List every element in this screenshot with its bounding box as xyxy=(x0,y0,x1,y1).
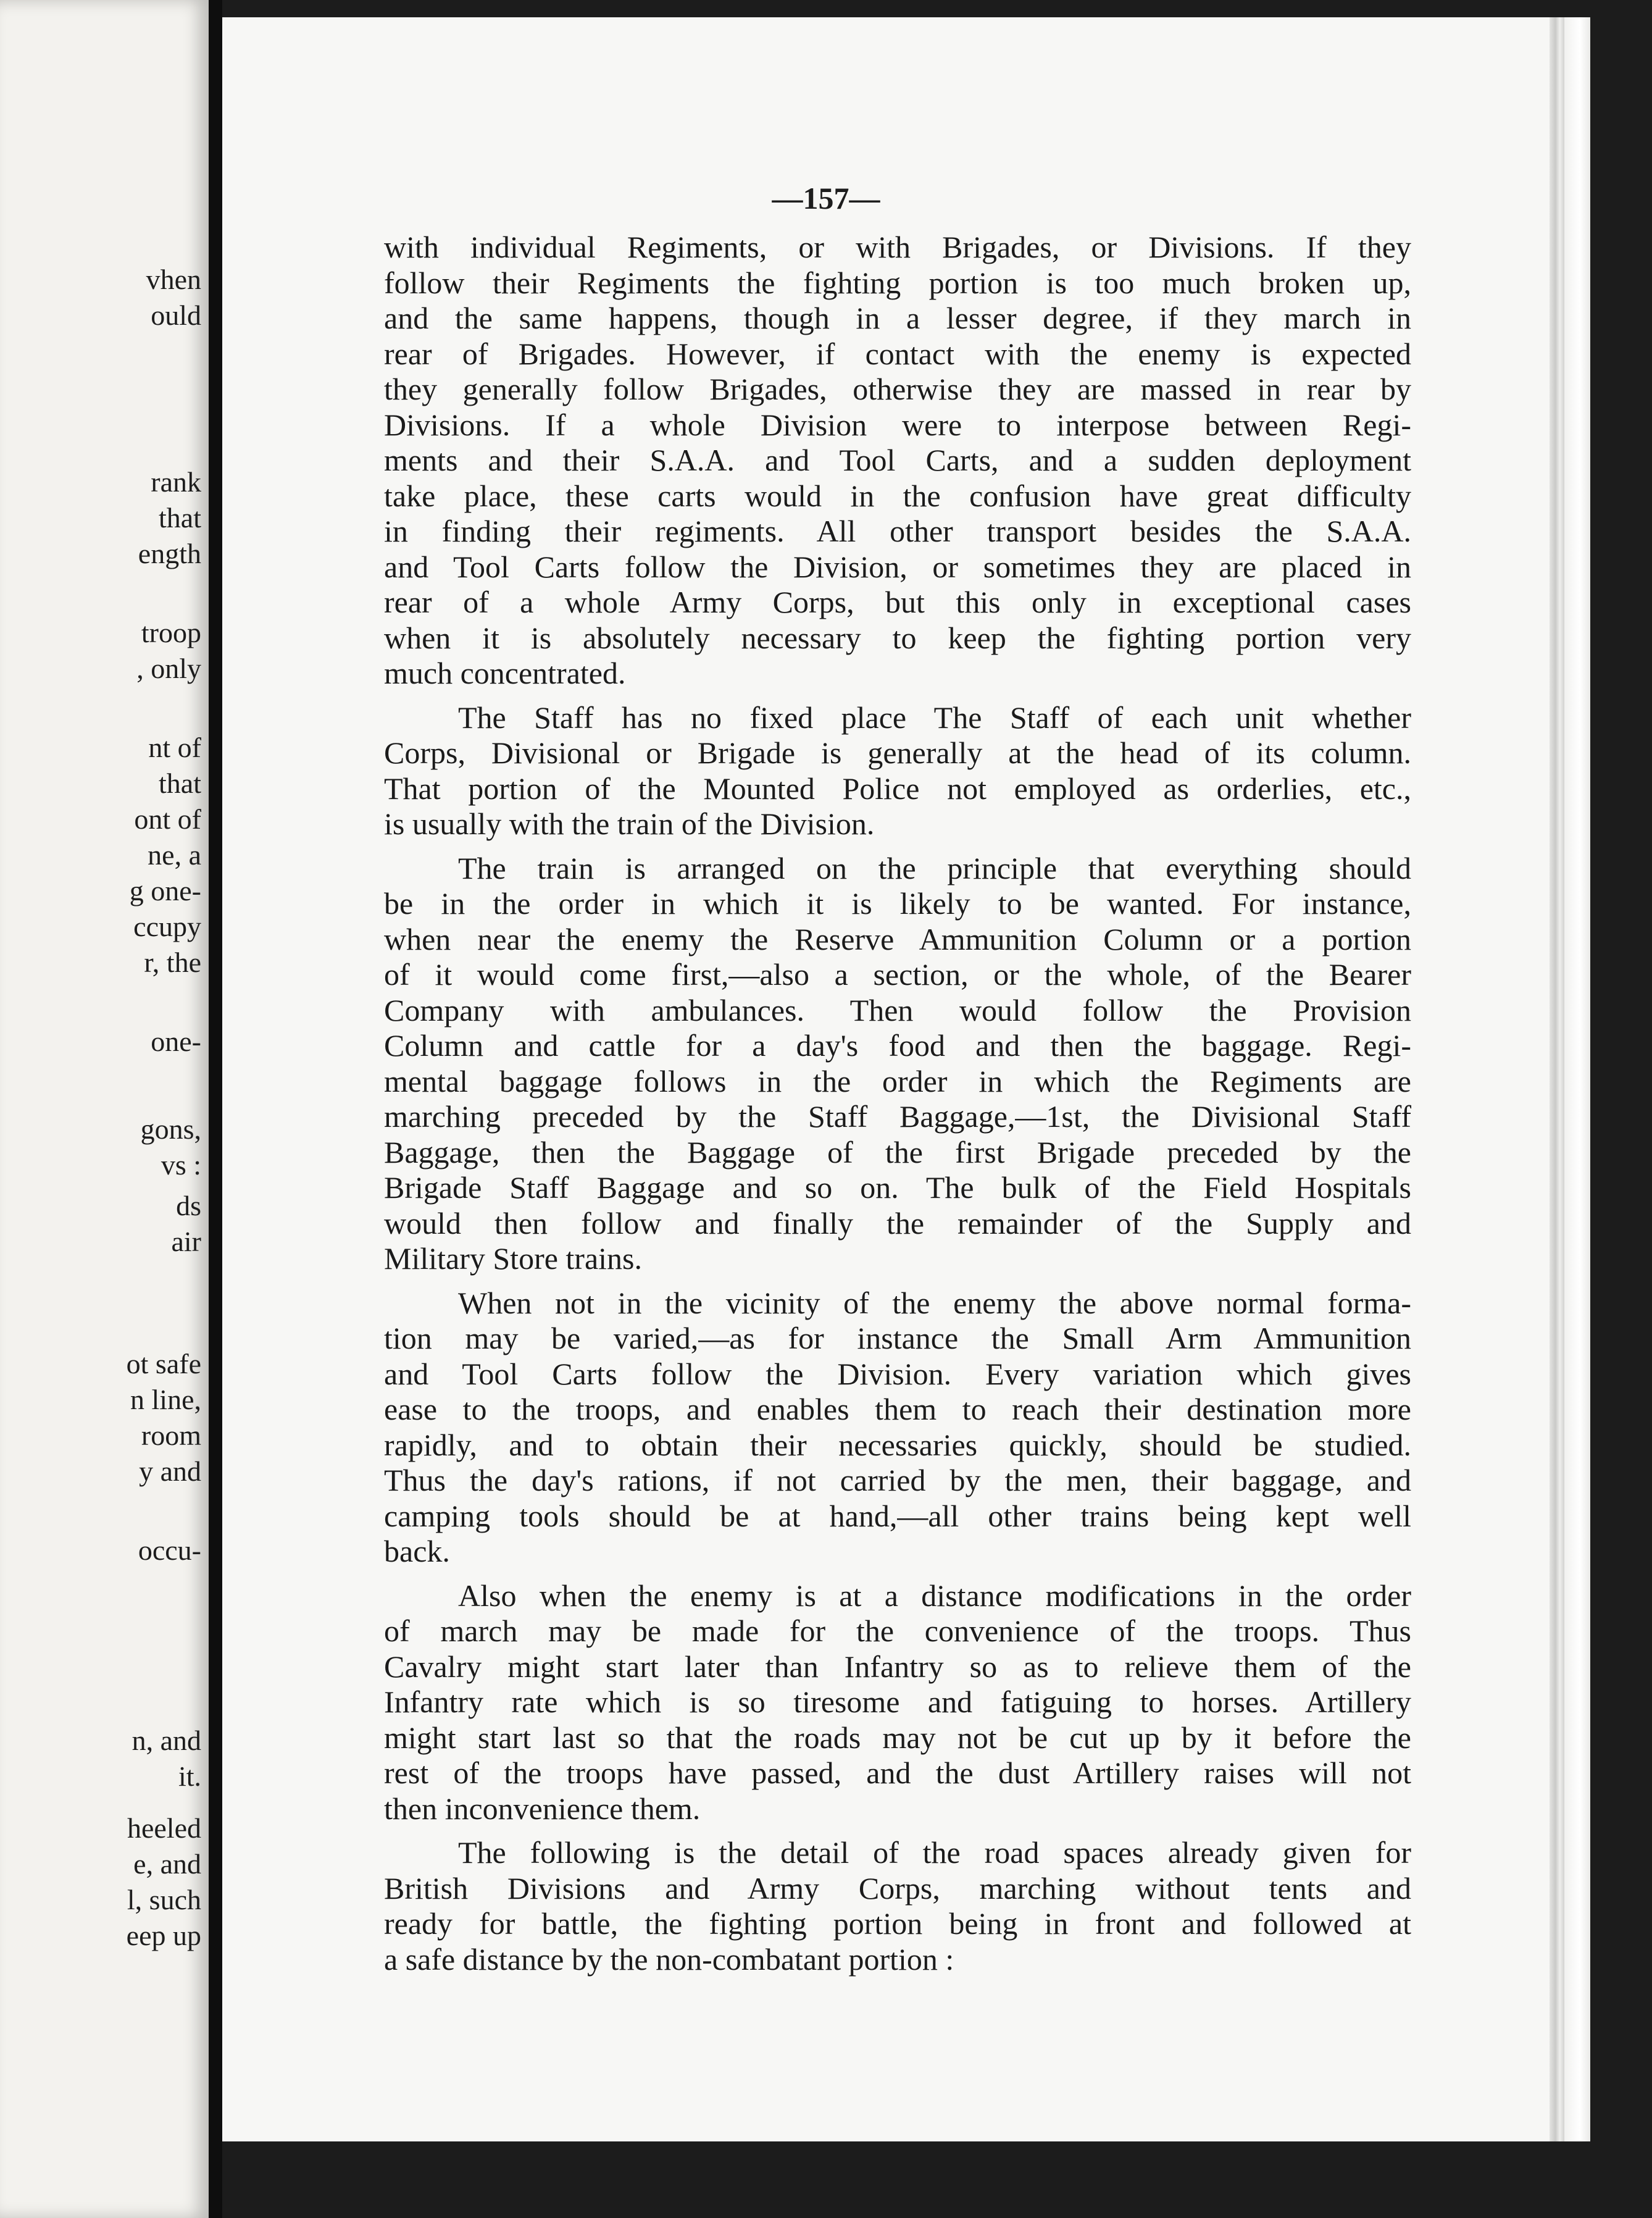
facing-page-line: vs : xyxy=(161,1149,201,1181)
facing-page-line: g one- xyxy=(129,875,201,906)
text-line: would then follow and finally the remainder of the Supply and xyxy=(384,1205,1411,1241)
text-line: Also when the enemy is at a distance modifications in the order xyxy=(458,1578,1411,1613)
page-edge-shadow xyxy=(1550,17,1564,2141)
text-line: follow their Regiments the fighting portion is too much broken up, xyxy=(384,265,1411,300)
facing-page-line: that xyxy=(159,768,201,799)
facing-page-left xyxy=(0,0,209,2218)
text-line: Military Store trains. xyxy=(384,1241,642,1276)
facing-page-line: l, such xyxy=(127,1884,201,1915)
text-line: ready for battle, the fighting portion being in front and followed at xyxy=(384,1906,1411,1941)
text-line: camping tools should be at hand,—all other trains being kept well xyxy=(384,1498,1411,1533)
text-line: The following is the detail of the road spaces already given for xyxy=(458,1835,1411,1870)
text-line: ease to the troops, and enables them to reach their destination more xyxy=(384,1392,1411,1426)
text-line: Cavalry might start later than Infantry so as to relieve them of the xyxy=(384,1649,1411,1684)
facing-page-line: ould xyxy=(151,299,201,331)
text-line: of march may be made for the convenience of the troops. Thus xyxy=(384,1613,1411,1648)
facing-page-line: vhen xyxy=(146,264,201,295)
facing-page-line: it. xyxy=(178,1760,201,1792)
paragraph xyxy=(384,230,1411,692)
facing-page-line: heeled xyxy=(127,1812,201,1844)
facing-page-line: n line, xyxy=(130,1384,201,1415)
paragraph xyxy=(384,851,1411,1277)
text-line: Column and cattle for a day's food and then the baggage. Regi- xyxy=(384,1028,1411,1063)
text-line: and Tool Carts follow the Division, or sometimes they are placed in xyxy=(384,549,1411,584)
facing-page-line: nt of xyxy=(148,732,201,763)
book-gutter xyxy=(209,0,222,2218)
facing-page-line: eep up xyxy=(126,1920,201,1951)
text-line: When not in the vicinity of the enemy the above normal forma- xyxy=(458,1285,1411,1320)
page-edge xyxy=(1564,17,1590,2141)
text-line: a safe distance by the non-combatant portion : xyxy=(384,1941,954,1977)
text-line: back. xyxy=(384,1534,450,1568)
text-line: then inconvenience them. xyxy=(384,1791,701,1826)
facing-page-line: r, the xyxy=(144,947,201,978)
paragraph xyxy=(384,1578,1411,1827)
text-line: they generally follow Brigades, otherwise they are massed in rear by xyxy=(384,372,1411,406)
paragraph xyxy=(384,700,1411,842)
text-line: is usually with the train of the Division. xyxy=(384,806,875,841)
text-line: mental baggage follows in the order in which the Regiments are xyxy=(384,1063,1411,1099)
text-line: The train is arranged on the principle that everything should xyxy=(458,850,1411,885)
text-line: when near the enemy the Reserve Ammunition Column or a portion xyxy=(384,921,1411,956)
text-line: and the same happens, though in a lesser degree, if they march in xyxy=(384,301,1411,335)
facing-page-line: y and xyxy=(139,1455,201,1487)
text-line: Company with ambulances. Then would follow the Provision xyxy=(384,992,1411,1027)
facing-page-line: e, and xyxy=(133,1848,201,1880)
text-line: rest of the troops have passed, and the dust Artillery raises will not xyxy=(384,1756,1411,1790)
body-text xyxy=(384,230,1411,1986)
paragraph xyxy=(384,1835,1411,1977)
facing-page-line: gons, xyxy=(140,1113,201,1145)
text-line: take place, these carts would in the confusion have great difficulty xyxy=(384,478,1411,513)
text-line: of it would come first,—also a section, or the whole, of the Bearer xyxy=(384,957,1411,992)
text-line: might start last so that the roads may not be cut up by it before the xyxy=(384,1720,1411,1755)
facing-page-line: , only xyxy=(136,653,201,684)
text-line: much concentrated. xyxy=(384,656,626,690)
text-line: when it is absolutely necessary to keep the fighting portion very xyxy=(384,620,1411,655)
text-line: rear of a whole Army Corps, but this only in exceptional cases xyxy=(384,585,1411,619)
text-line: tion may be varied,—as for instance the Small Arm Ammunition xyxy=(384,1321,1411,1355)
facing-page-line: ccupy xyxy=(133,911,201,942)
facing-page-line: ot safe xyxy=(126,1348,201,1379)
facing-page-line: that xyxy=(159,502,201,534)
text-line: in finding their regiments. All other transport besides the S.A.A. xyxy=(384,514,1411,548)
facing-page-line: ont of xyxy=(134,803,201,835)
facing-page-line: ne, a xyxy=(148,839,201,871)
text-line: Infantry rate which is so tiresome and fatiguing to horses. Artillery xyxy=(384,1684,1411,1719)
text-line: rear of Brigades. However, if contact with the enemy is expected xyxy=(384,336,1411,371)
text-line: Brigade Staff Baggage and so on. The bulk of the Field Hospitals xyxy=(384,1170,1411,1205)
text-line: Corps, Divisional or Brigade is generally at the head of its column. xyxy=(384,735,1411,770)
facing-page-line: room xyxy=(141,1420,201,1451)
text-line: rapidly, and to obtain their necessaries quickly, should be studied. xyxy=(384,1427,1411,1462)
text-line: marching preceded by the Staff Baggage,—1st, the Divisional Staff xyxy=(384,1099,1411,1134)
text-line: Divisions. If a whole Division were to interpose between Regi- xyxy=(384,407,1411,442)
facing-page-line: n, and xyxy=(131,1725,201,1756)
text-line: be in the order in which it is likely to be wanted. For instance, xyxy=(384,886,1411,921)
text-line: ments and their S.A.A. and Tool Carts, and a sudden deployment xyxy=(384,443,1411,477)
facing-page-line: ds xyxy=(176,1190,201,1221)
text-line: That portion of the Mounted Police not employed as orderlies, etc., xyxy=(384,771,1411,806)
facing-page-line: one- xyxy=(151,1026,201,1057)
text-line: British Divisions and Army Corps, marching without tents and xyxy=(384,1870,1411,1906)
text-line: The Staff has no fixed place The Staff of each unit whether xyxy=(458,700,1411,735)
text-line: Thus the day's rations, if not carried by the men, their baggage, and xyxy=(384,1463,1411,1497)
text-line: and Tool Carts follow the Division. Every variation which gives xyxy=(384,1356,1411,1391)
text-line: Baggage, then the Baggage of the first Brigade preceded by the xyxy=(384,1134,1411,1170)
facing-page-line: ength xyxy=(138,538,201,569)
facing-page-line: troop xyxy=(141,617,201,648)
facing-page-line: rank xyxy=(151,466,201,498)
paragraph xyxy=(384,1286,1411,1570)
text-line: with individual Regiments, or with Brigades, or Divisions. If they xyxy=(384,230,1411,264)
facing-page-line: occu- xyxy=(138,1534,201,1566)
facing-page-line: air xyxy=(171,1226,201,1257)
page-number: —157— xyxy=(772,181,880,216)
